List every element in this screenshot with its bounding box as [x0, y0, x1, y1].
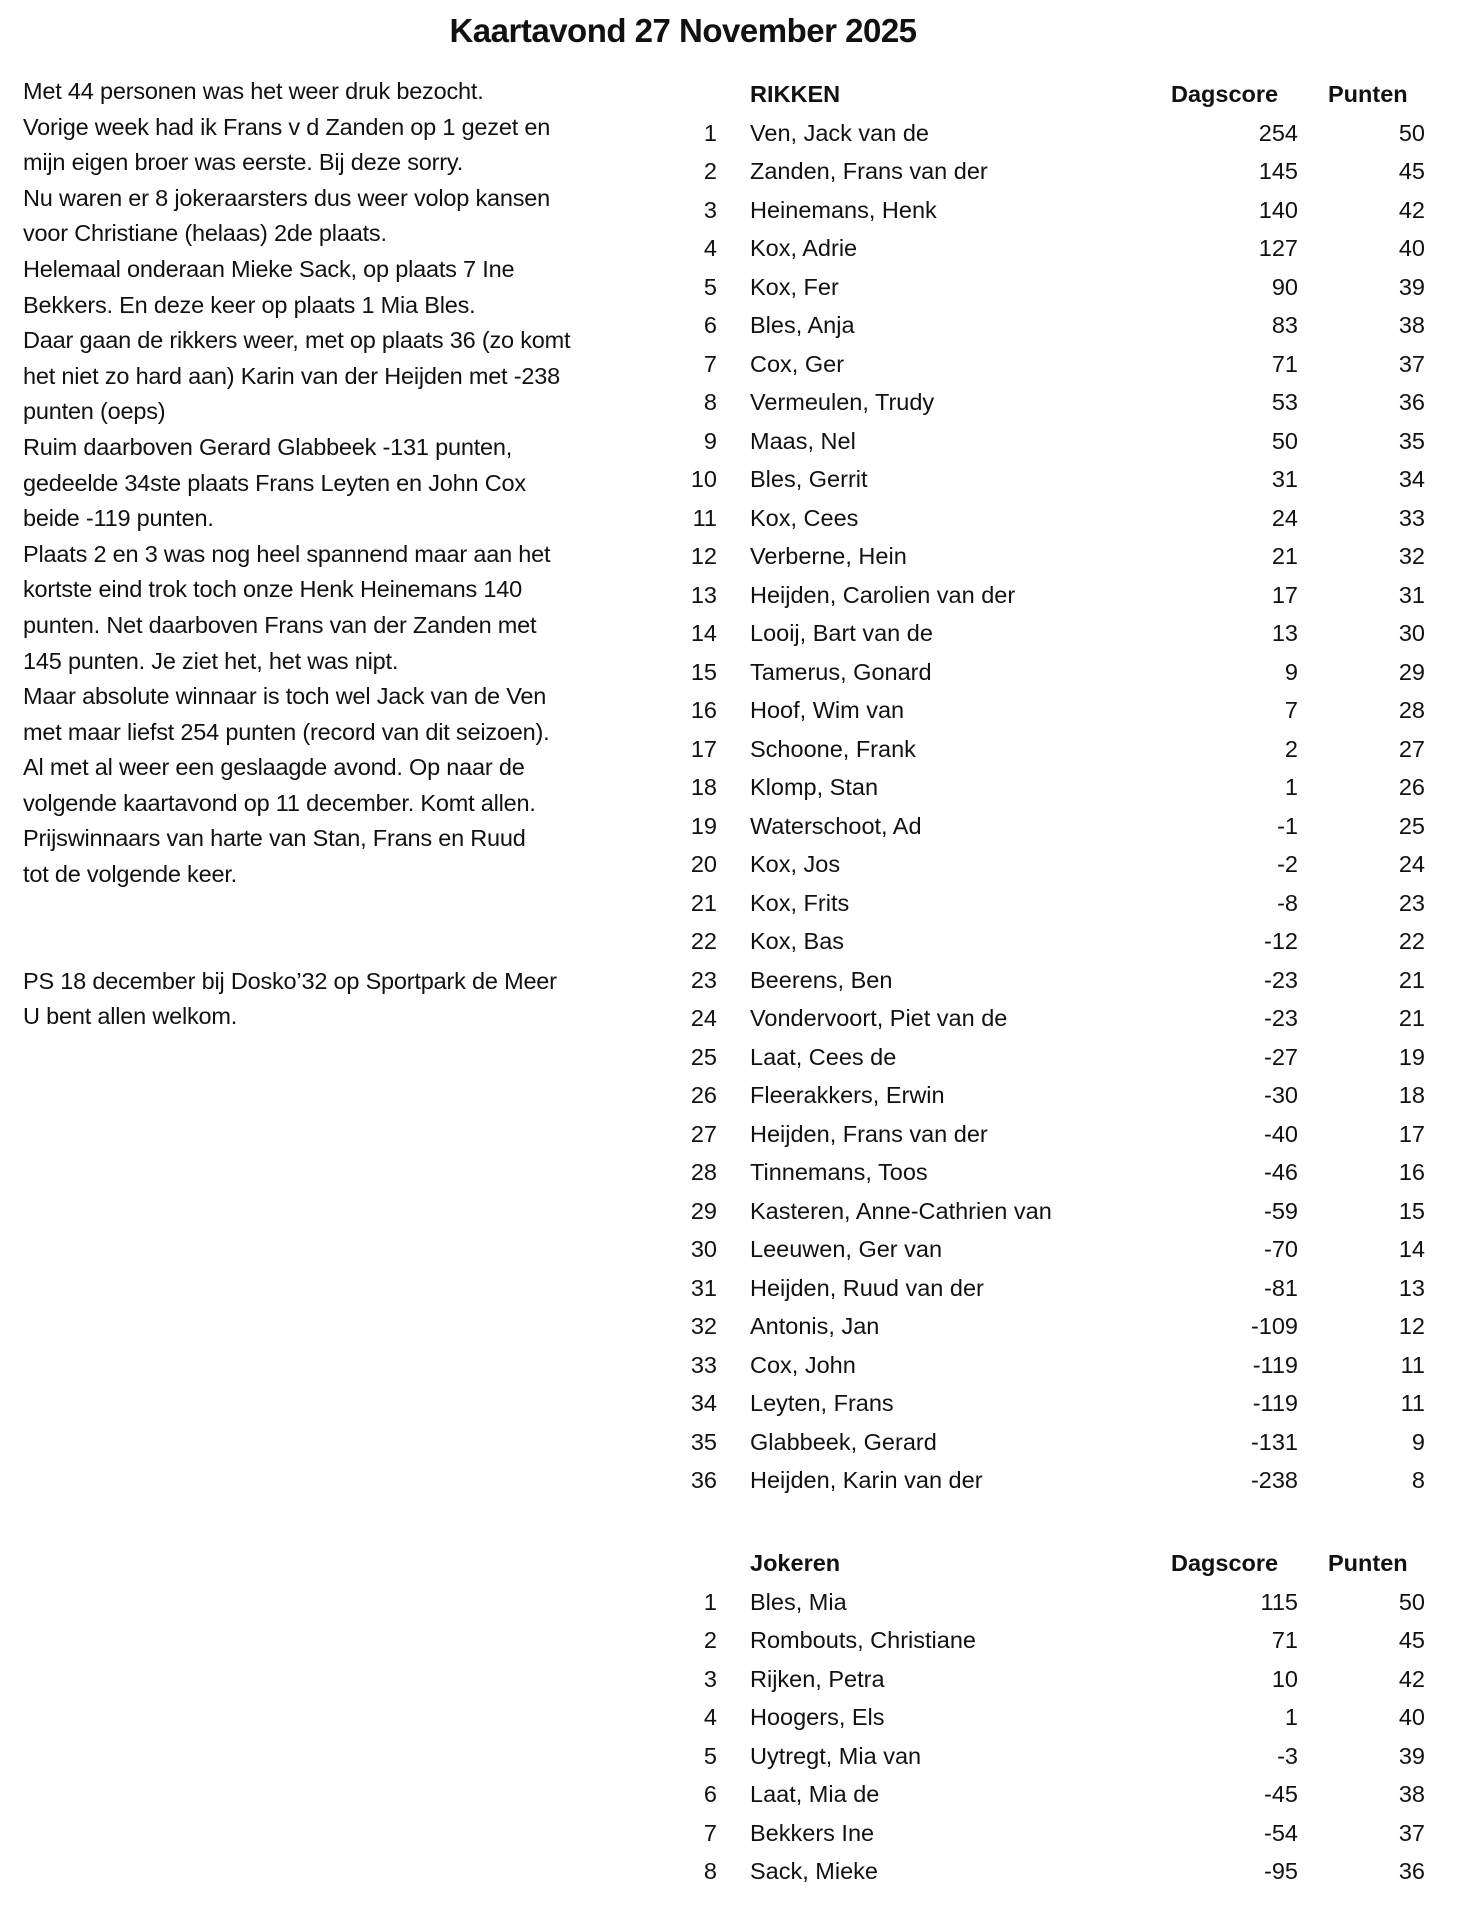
report-line: Nu waren er 8 jokeraarsters dus weer volop kansen [23, 184, 551, 211]
points-cell: 34 [1398, 466, 1425, 492]
report-line: Daar gaan de rikkers weer, met op plaats 36 (zo komt [23, 327, 571, 354]
report-line: Al met al weer een geslaagde avond. Op naar de [23, 754, 525, 781]
table-row [690, 576, 1450, 615]
table-row [690, 999, 1450, 1038]
score-cell: 17 [1271, 581, 1298, 608]
report-line: Plaats 2 en 3 was nog heel spannend maar aan het [23, 540, 551, 567]
name-cell: Looij, Bart van de [750, 620, 933, 646]
name-cell: Hoogers, Els [750, 1704, 885, 1730]
rank-cell: 35 [690, 1428, 717, 1455]
score-cell: 145 [1258, 158, 1298, 184]
points-cell: 50 [1398, 1588, 1425, 1615]
name-cell: Beerens, Ben [750, 966, 893, 993]
points-cell: 30 [1398, 620, 1425, 646]
rank-cell: 3 [703, 1665, 717, 1692]
rank-cell: 22 [690, 928, 717, 954]
points-cell: 9 [1411, 1428, 1425, 1455]
rank-cell: 7 [703, 350, 717, 377]
rank-cell: 30 [690, 1236, 717, 1262]
rank-cell: 26 [690, 1082, 717, 1108]
score-cell: -46 [1264, 1159, 1298, 1185]
report-line: 145 punten. Je ziet het, het was nipt. [23, 647, 399, 674]
table-row [690, 1038, 1450, 1077]
score-cell: -1 [1277, 812, 1298, 839]
points-cell: 38 [1398, 312, 1425, 338]
points-cell: 40 [1398, 1704, 1425, 1730]
points-cell: 35 [1398, 427, 1425, 454]
table-row [690, 1461, 1450, 1500]
report-line: tot de volgende keer. [23, 861, 237, 888]
rank-cell: 4 [703, 1704, 717, 1730]
name-cell: Kox, Adrie [750, 235, 858, 261]
rank-cell: 5 [703, 273, 717, 300]
points-cell: 22 [1398, 928, 1425, 954]
points-cell: 13 [1398, 1274, 1425, 1301]
table-row [690, 306, 1450, 345]
name-cell: Heinemans, Henk [750, 196, 937, 223]
rank-cell: 13 [690, 581, 717, 608]
name-cell: Glabbeek, Gerard [750, 1428, 937, 1455]
points-cell: 27 [1398, 735, 1425, 762]
score-cell: 71 [1271, 350, 1298, 377]
rank-cell: 24 [690, 1005, 717, 1031]
points-cell: 45 [1398, 1627, 1425, 1653]
table-row [690, 460, 1450, 499]
score-cell: 13 [1271, 620, 1298, 646]
table-row [690, 1384, 1450, 1423]
table-row [690, 614, 1450, 653]
table-row [690, 1115, 1450, 1154]
page-title: Kaartavond 27 November 2025 [449, 12, 917, 49]
table-row [690, 1852, 1450, 1891]
name-cell: Zanden, Frans van der [750, 158, 988, 184]
table-row [690, 1698, 1450, 1737]
report-line: met maar liefst 254 punten (record van dit seizoen). [23, 718, 550, 745]
report-line: kortste eind trok toch onze Henk Heinemans 140 [23, 576, 522, 603]
table-row [690, 653, 1450, 692]
rank-cell: 1 [703, 119, 717, 146]
table-row [690, 1737, 1450, 1776]
name-cell: Vondervoort, Piet van de [750, 1005, 1008, 1031]
score-cell: -45 [1264, 1781, 1298, 1807]
score-cell: -27 [1264, 1043, 1298, 1070]
score-cell: -2 [1277, 851, 1298, 877]
jokeren-col-points: Punten [1328, 1550, 1408, 1576]
score-cell: -95 [1264, 1858, 1298, 1884]
name-cell: Heijden, Ruud van der [750, 1274, 984, 1301]
rank-cell: 2 [703, 158, 717, 184]
report-line: Met 44 personen was het weer druk bezocht. [23, 78, 484, 104]
name-cell: Rijken, Petra [750, 1665, 885, 1692]
name-cell: Cox, Ger [750, 350, 845, 377]
name-cell: Kasteren, Anne-Cathrien van [750, 1197, 1052, 1224]
rank-cell: 36 [690, 1467, 717, 1493]
points-cell: 31 [1398, 581, 1425, 608]
score-cell: 115 [1260, 1588, 1298, 1615]
table-row [690, 1076, 1450, 1115]
rank-cell: 5 [703, 1742, 717, 1769]
points-cell: 42 [1398, 196, 1425, 223]
rank-cell: 33 [690, 1351, 717, 1378]
score-cell: -131 [1250, 1428, 1298, 1455]
table-row [690, 961, 1450, 1000]
points-cell: 50 [1398, 119, 1425, 146]
points-cell: 42 [1398, 1665, 1425, 1692]
rikken-heading: RIKKEN [750, 81, 841, 107]
rank-cell: 19 [690, 812, 717, 839]
table-row [690, 268, 1450, 307]
rikken-header-row [690, 75, 1450, 114]
points-cell: 26 [1398, 774, 1425, 800]
report-text [23, 74, 673, 1035]
score-cell: 53 [1271, 389, 1298, 415]
name-cell: Bles, Anja [750, 312, 855, 338]
table-row [690, 1346, 1450, 1385]
rikken-rows [690, 114, 1450, 1500]
name-cell: Heijden, Frans van der [750, 1120, 988, 1147]
report-line: Bekkers. En deze keer op plaats 1 Mia Bles. [23, 291, 476, 318]
table-row [690, 922, 1450, 961]
rikken-col-points: Punten [1328, 81, 1408, 107]
table-row [690, 1583, 1450, 1622]
points-cell: 16 [1398, 1159, 1425, 1185]
rank-cell: 18 [690, 774, 717, 800]
rank-cell: 21 [690, 889, 717, 916]
rank-cell: 25 [690, 1043, 717, 1070]
name-cell: Waterschoot, Ad [750, 812, 922, 839]
score-cell: 71 [1271, 1627, 1298, 1653]
name-cell: Bekkers Ine [750, 1819, 875, 1846]
points-cell: 36 [1398, 1858, 1425, 1884]
points-cell: 8 [1411, 1467, 1425, 1493]
name-cell: Sack, Mieke [750, 1858, 878, 1884]
score-cell: 127 [1258, 235, 1298, 261]
score-cell: -119 [1252, 1390, 1298, 1416]
score-cell: 1 [1284, 774, 1298, 800]
name-cell: Leyten, Frans [750, 1390, 894, 1416]
score-cell: 1 [1284, 1704, 1298, 1730]
rank-cell: 7 [703, 1819, 717, 1846]
score-cell: -238 [1250, 1467, 1298, 1493]
table-row [690, 1775, 1450, 1814]
jokeren-table [690, 1544, 1450, 1891]
name-cell: Fleerakkers, Erwin [750, 1082, 945, 1108]
ps-line: PS 18 december bij Dosko’32 op Sportpark de Meer [23, 967, 557, 994]
rank-cell: 9 [703, 427, 717, 454]
report-line: gedeelde 34ste plaats Frans Leyten en John Cox [23, 469, 526, 496]
score-cell: 2 [1284, 735, 1298, 762]
ps-line: U bent allen welkom. [23, 1003, 238, 1030]
report-line: volgende kaartavond op 11 december. Komt allen. [23, 789, 536, 816]
name-cell: Klomp, Stan [750, 774, 879, 800]
rank-cell: 3 [703, 196, 717, 223]
table-row [690, 691, 1450, 730]
points-cell: 29 [1398, 658, 1425, 685]
score-cell: -23 [1264, 966, 1298, 993]
report-line: beide -119 punten. [23, 505, 214, 532]
points-cell: 37 [1398, 350, 1425, 377]
points-cell: 11 [1400, 1351, 1425, 1378]
points-cell: 45 [1398, 158, 1425, 184]
rank-cell: 8 [703, 1858, 717, 1884]
points-cell: 39 [1398, 273, 1425, 300]
table-row [690, 884, 1450, 923]
name-cell: Heijden, Karin van der [750, 1467, 983, 1493]
table-row [690, 1153, 1450, 1192]
score-cell: 140 [1258, 196, 1298, 223]
score-cell: -81 [1264, 1274, 1298, 1301]
name-cell: Leeuwen, Ger van [750, 1236, 943, 1262]
name-cell: Kox, Cees [750, 504, 859, 531]
report-line: punten. Net daarboven Frans van der Zanden met [23, 611, 537, 638]
name-cell: Kox, Bas [750, 928, 845, 954]
points-cell: 17 [1398, 1120, 1425, 1147]
report-line: voor Christiane (helaas) 2de plaats. [23, 220, 387, 247]
name-cell: Ven, Jack van de [750, 119, 929, 146]
table-row [690, 114, 1450, 153]
name-cell: Laat, Mia de [750, 1781, 880, 1807]
rank-cell: 6 [703, 312, 717, 338]
name-cell: Heijden, Carolien van der [750, 581, 1016, 608]
rank-cell: 31 [690, 1274, 717, 1301]
table-row [690, 383, 1450, 422]
points-cell: 40 [1398, 235, 1425, 261]
points-cell: 21 [1398, 1005, 1425, 1031]
name-cell: Maas, Nel [750, 427, 856, 454]
table-row [690, 191, 1450, 230]
points-cell: 11 [1400, 1390, 1425, 1416]
score-cell: 10 [1271, 1665, 1298, 1692]
score-cell: 21 [1271, 543, 1298, 569]
name-cell: Antonis, Jan [750, 1313, 880, 1339]
rank-cell: 27 [690, 1120, 717, 1147]
table-row [690, 499, 1450, 538]
name-cell: Verberne, Hein [750, 543, 907, 569]
points-cell: 32 [1398, 543, 1425, 569]
points-cell: 25 [1398, 812, 1425, 839]
points-cell: 37 [1398, 1819, 1425, 1846]
score-cell: 24 [1271, 504, 1298, 531]
points-cell: 14 [1398, 1236, 1425, 1262]
score-cell: -23 [1264, 1005, 1298, 1031]
table-row [690, 1621, 1450, 1660]
points-cell: 28 [1398, 697, 1425, 723]
table-row [690, 768, 1450, 807]
name-cell: Tamerus, Gonard [750, 658, 932, 685]
points-cell: 12 [1398, 1313, 1425, 1339]
report-line: Maar absolute winnaar is toch wel Jack van de Ven [23, 683, 547, 710]
rank-cell: 17 [690, 735, 717, 762]
report-line: punten (oeps) [23, 398, 166, 425]
rank-cell: 4 [703, 235, 717, 261]
name-cell: Uytregt, Mia van [750, 1742, 922, 1769]
table-row [690, 229, 1450, 268]
name-cell: Vermeulen, Trudy [750, 389, 935, 415]
rank-cell: 32 [690, 1313, 717, 1339]
table-row [690, 1660, 1450, 1699]
score-cell: -59 [1264, 1197, 1298, 1224]
score-cell: -70 [1264, 1236, 1298, 1262]
score-cell: -3 [1277, 1742, 1298, 1769]
spacer [23, 893, 673, 964]
score-cell: -54 [1264, 1819, 1298, 1846]
name-cell: Rombouts, Christiane [750, 1627, 976, 1653]
rank-cell: 2 [703, 1627, 717, 1653]
name-cell: Cox, John [750, 1351, 856, 1378]
points-cell: 19 [1398, 1043, 1425, 1070]
rank-cell: 1 [703, 1588, 717, 1615]
points-cell: 23 [1398, 889, 1425, 916]
name-cell: Laat, Cees de [750, 1043, 897, 1070]
points-cell: 33 [1398, 504, 1425, 531]
rank-cell: 11 [692, 504, 717, 531]
table-row [690, 345, 1450, 384]
score-cell: -40 [1264, 1120, 1298, 1147]
name-cell: Kox, Jos [750, 851, 841, 877]
rank-cell: 20 [690, 851, 717, 877]
table-row [690, 845, 1450, 884]
jokeren-rows [690, 1583, 1450, 1891]
name-cell: Bles, Gerrit [750, 466, 868, 492]
report-line: het niet zo hard aan) Karin van der Heijden met -238 [23, 362, 560, 389]
jokeren-col-score: Dagscore [1171, 1550, 1279, 1576]
rank-cell: 34 [690, 1390, 717, 1416]
score-cell: -119 [1252, 1351, 1298, 1378]
jokeren-header-row [690, 1544, 1450, 1583]
score-cell: 7 [1284, 697, 1298, 723]
table-row [690, 1230, 1450, 1269]
score-cell: 9 [1284, 658, 1298, 685]
points-cell: 18 [1398, 1082, 1425, 1108]
rikken-col-score: Dagscore [1171, 81, 1279, 107]
rikken-table [690, 75, 1450, 1500]
rank-cell: 10 [690, 466, 717, 492]
table-row [690, 1269, 1450, 1308]
name-cell: Kox, Fer [750, 273, 839, 300]
table-row [690, 422, 1450, 461]
report-line: Ruim daarboven Gerard Glabbeek -131 punten, [23, 433, 513, 460]
table-row [690, 807, 1450, 846]
table-row [690, 537, 1450, 576]
rank-cell: 6 [703, 1781, 717, 1807]
table-row [690, 1307, 1450, 1346]
table-row [690, 1192, 1450, 1231]
score-cell: 50 [1271, 427, 1298, 454]
rank-cell: 14 [690, 620, 717, 646]
report-line: Prijswinnaars van harte van Stan, Frans en Ruud [23, 825, 526, 852]
rank-cell: 15 [690, 658, 717, 685]
name-cell: Bles, Mia [750, 1588, 847, 1615]
points-cell: 15 [1398, 1197, 1425, 1224]
name-cell: Kox, Frits [750, 889, 850, 916]
rank-cell: 29 [690, 1197, 717, 1224]
score-cell: -8 [1277, 889, 1298, 916]
report-line: Helemaal onderaan Mieke Sack, op plaats 7 Ine [23, 255, 515, 282]
table-row [690, 1423, 1450, 1462]
score-cell: 83 [1271, 312, 1298, 338]
score-cell: -109 [1250, 1313, 1298, 1339]
table-row [690, 730, 1450, 769]
rank-cell: 8 [703, 389, 717, 415]
points-cell: 39 [1398, 1742, 1425, 1769]
table-row [690, 152, 1450, 191]
report-line: Vorige week had ik Frans v d Zanden op 1 gezet en [23, 113, 551, 140]
table-row [690, 1814, 1450, 1853]
score-cell: 31 [1271, 466, 1298, 492]
score-cell: 254 [1258, 119, 1298, 146]
points-cell: 24 [1398, 851, 1425, 877]
name-cell: Hoof, Wim van [750, 697, 905, 723]
report-line: mijn eigen broer was eerste. Bij deze sorry. [23, 149, 464, 176]
score-cell: -30 [1264, 1082, 1298, 1108]
points-cell: 38 [1398, 1781, 1425, 1807]
points-cell: 21 [1398, 966, 1425, 993]
points-cell: 36 [1398, 389, 1425, 415]
name-cell: Tinnemans, Toos [750, 1159, 928, 1185]
rank-cell: 12 [690, 543, 717, 569]
rank-cell: 23 [690, 966, 717, 993]
name-cell: Schoone, Frank [750, 735, 916, 762]
jokeren-heading: Jokeren [750, 1550, 841, 1576]
score-cell: -12 [1264, 928, 1298, 954]
rank-cell: 28 [690, 1159, 717, 1185]
score-cell: 90 [1271, 273, 1298, 300]
rank-cell: 16 [690, 697, 717, 723]
